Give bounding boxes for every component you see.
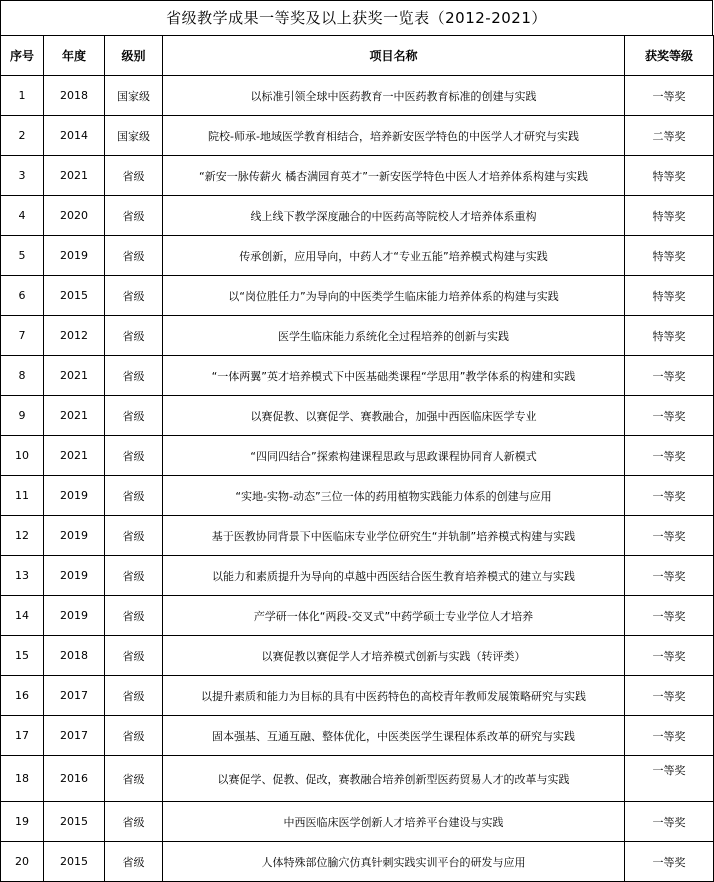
cell-year: 2021 bbox=[44, 156, 105, 196]
cell-no: 13 bbox=[1, 556, 44, 596]
header-award: 获奖等级 bbox=[625, 36, 714, 76]
cell-award: 特等奖 bbox=[625, 156, 714, 196]
cell-level: 省级 bbox=[105, 716, 163, 756]
header-year: 年度 bbox=[44, 36, 105, 76]
cell-award: 特等奖 bbox=[625, 316, 714, 356]
table-row bbox=[1, 236, 714, 276]
cell-name: 以标准引领全球中医药教育一中医药教育标准的创建与实践 bbox=[163, 76, 625, 116]
awards-table bbox=[0, 35, 714, 882]
table-row bbox=[1, 116, 714, 156]
table-row bbox=[1, 356, 714, 396]
cell-year: 2015 bbox=[44, 276, 105, 316]
cell-award: 一等奖 bbox=[625, 842, 714, 882]
cell-award: 一等奖 bbox=[625, 676, 714, 716]
cell-name: 以“岗位胜任力”为导向的中医类学生临床能力培养体系的构建与实践 bbox=[163, 276, 625, 316]
cell-year: 2015 bbox=[44, 802, 105, 842]
cell-name: 以赛促学、促教、促改，赛教融合培养创新型医药贸易人才的改革与实践 bbox=[163, 756, 625, 802]
cell-level: 省级 bbox=[105, 802, 163, 842]
table-row bbox=[1, 396, 714, 436]
cell-no: 14 bbox=[1, 596, 44, 636]
cell-name: 以能力和素质提升为导向的卓越中西医结合医生教育培养模式的建立与实践 bbox=[163, 556, 625, 596]
cell-year: 2017 bbox=[44, 716, 105, 756]
cell-year: 2018 bbox=[44, 636, 105, 676]
cell-award: 二等奖 bbox=[625, 116, 714, 156]
cell-no: 9 bbox=[1, 396, 44, 436]
cell-award: 一等奖 bbox=[625, 636, 714, 676]
table-row bbox=[1, 802, 714, 842]
cell-year: 2019 bbox=[44, 236, 105, 276]
table-row bbox=[1, 316, 714, 356]
cell-no: 15 bbox=[1, 636, 44, 676]
cell-no: 18 bbox=[1, 756, 44, 802]
table-row bbox=[1, 196, 714, 236]
table-row bbox=[1, 476, 714, 516]
cell-year: 2016 bbox=[44, 756, 105, 802]
cell-level: 省级 bbox=[105, 596, 163, 636]
cell-name: 人体特殊部位腧穴仿真针刺实践实训平台的研发与应用 bbox=[163, 842, 625, 882]
cell-level: 省级 bbox=[105, 316, 163, 356]
table-row bbox=[1, 436, 714, 476]
cell-name: “新安一脉传薪火 橘杏满园育英才”一新安医学特色中医人才培养体系构建与实践 bbox=[163, 156, 625, 196]
cell-level: 省级 bbox=[105, 636, 163, 676]
cell-year: 2020 bbox=[44, 196, 105, 236]
cell-no: 1 bbox=[1, 76, 44, 116]
cell-award: 一等奖 bbox=[625, 356, 714, 396]
cell-level: 省级 bbox=[105, 236, 163, 276]
cell-level: 省级 bbox=[105, 196, 163, 236]
cell-year: 2015 bbox=[44, 842, 105, 882]
cell-level: 省级 bbox=[105, 396, 163, 436]
cell-award: 一等奖 bbox=[625, 802, 714, 842]
cell-level: 省级 bbox=[105, 516, 163, 556]
cell-award: 特等奖 bbox=[625, 236, 714, 276]
cell-year: 2021 bbox=[44, 396, 105, 436]
cell-level: 省级 bbox=[105, 156, 163, 196]
cell-level: 省级 bbox=[105, 436, 163, 476]
table-row bbox=[1, 636, 714, 676]
header-name: 项目名称 bbox=[163, 36, 625, 76]
cell-level: 国家级 bbox=[105, 116, 163, 156]
cell-name: 以赛促教以赛促学人才培养模式创新与实践（转评类） bbox=[163, 636, 625, 676]
cell-award: 一等奖 bbox=[625, 76, 714, 116]
cell-year: 2014 bbox=[44, 116, 105, 156]
cell-year: 2021 bbox=[44, 436, 105, 476]
cell-level: 省级 bbox=[105, 476, 163, 516]
cell-name: 产学研一体化“两段-交叉式”中药学硕士专业学位人才培养 bbox=[163, 596, 625, 636]
cell-no: 11 bbox=[1, 476, 44, 516]
table-row bbox=[1, 716, 714, 756]
cell-name: 基于医教协同背景下中医临床专业学位研究生“并轨制”培养模式构建与实践 bbox=[163, 516, 625, 556]
cell-no: 3 bbox=[1, 156, 44, 196]
cell-name: “四同四结合”探索构建课程思政与思政课程协同育人新模式 bbox=[163, 436, 625, 476]
cell-level: 省级 bbox=[105, 356, 163, 396]
cell-year: 2019 bbox=[44, 516, 105, 556]
cell-no: 2 bbox=[1, 116, 44, 156]
cell-award: 一等奖 bbox=[625, 436, 714, 476]
cell-name: 固本强基、互通互融、整体优化，中医类医学生课程体系改革的研究与实践 bbox=[163, 716, 625, 756]
cell-no: 19 bbox=[1, 802, 44, 842]
cell-award: 一等奖 bbox=[625, 516, 714, 556]
header-no: 序号 bbox=[1, 36, 44, 76]
cell-year: 2018 bbox=[44, 76, 105, 116]
cell-no: 4 bbox=[1, 196, 44, 236]
cell-year: 2019 bbox=[44, 556, 105, 596]
cell-year: 2019 bbox=[44, 476, 105, 516]
cell-award: 一等奖 bbox=[625, 756, 714, 802]
cell-no: 16 bbox=[1, 676, 44, 716]
cell-name: 以提升素质和能力为目标的具有中医药特色的高校青年教师发展策略研究与实践 bbox=[163, 676, 625, 716]
cell-award: 特等奖 bbox=[625, 276, 714, 316]
header-row bbox=[1, 36, 714, 76]
cell-award: 一等奖 bbox=[625, 716, 714, 756]
table-row bbox=[1, 556, 714, 596]
cell-year: 2012 bbox=[44, 316, 105, 356]
table-row bbox=[1, 596, 714, 636]
cell-name: 以赛促教、以赛促学、赛教融合，加强中西医临床医学专业 bbox=[163, 396, 625, 436]
table-row bbox=[1, 156, 714, 196]
cell-name: 医学生临床能力系统化全过程培养的创新与实践 bbox=[163, 316, 625, 356]
cell-name: 线上线下教学深度融合的中医药高等院校人才培养体系重构 bbox=[163, 196, 625, 236]
table-row bbox=[1, 756, 714, 802]
cell-name: 院校-师承-地域医学教育相结合，培养新安医学特色的中医学人才研究与实践 bbox=[163, 116, 625, 156]
cell-level: 省级 bbox=[105, 556, 163, 596]
cell-level: 省级 bbox=[105, 676, 163, 716]
cell-award: 一等奖 bbox=[625, 596, 714, 636]
cell-year: 2019 bbox=[44, 596, 105, 636]
cell-level: 省级 bbox=[105, 842, 163, 882]
table-row bbox=[1, 76, 714, 116]
cell-name: “实地-实物-动态”三位一体的药用植物实践能力体系的创建与应用 bbox=[163, 476, 625, 516]
cell-award: 一等奖 bbox=[625, 556, 714, 596]
table-row bbox=[1, 276, 714, 316]
cell-name: “一体两翼”英才培养模式下中医基础类课程“学思用”教学体系的构建和实践 bbox=[163, 356, 625, 396]
cell-award: 一等奖 bbox=[625, 476, 714, 516]
cell-award: 一等奖 bbox=[625, 396, 714, 436]
table-row bbox=[1, 516, 714, 556]
cell-year: 2021 bbox=[44, 356, 105, 396]
table-row bbox=[1, 676, 714, 716]
cell-name: 传承创新，应用导向，中药人才“专业五能”培养模式构建与实践 bbox=[163, 236, 625, 276]
table-title: 省级教学成果一等奖及以上获奖一览表（2012-2021） bbox=[0, 0, 713, 35]
cell-no: 10 bbox=[1, 436, 44, 476]
cell-no: 7 bbox=[1, 316, 44, 356]
cell-level: 国家级 bbox=[105, 76, 163, 116]
cell-name: 中西医临床医学创新人才培养平台建设与实践 bbox=[163, 802, 625, 842]
cell-level: 省级 bbox=[105, 756, 163, 802]
cell-no: 8 bbox=[1, 356, 44, 396]
cell-level: 省级 bbox=[105, 276, 163, 316]
cell-no: 12 bbox=[1, 516, 44, 556]
cell-year: 2017 bbox=[44, 676, 105, 716]
header-level: 级别 bbox=[105, 36, 163, 76]
cell-no: 5 bbox=[1, 236, 44, 276]
table-row bbox=[1, 842, 714, 882]
cell-no: 20 bbox=[1, 842, 44, 882]
cell-award: 特等奖 bbox=[625, 196, 714, 236]
cell-no: 17 bbox=[1, 716, 44, 756]
cell-no: 6 bbox=[1, 276, 44, 316]
